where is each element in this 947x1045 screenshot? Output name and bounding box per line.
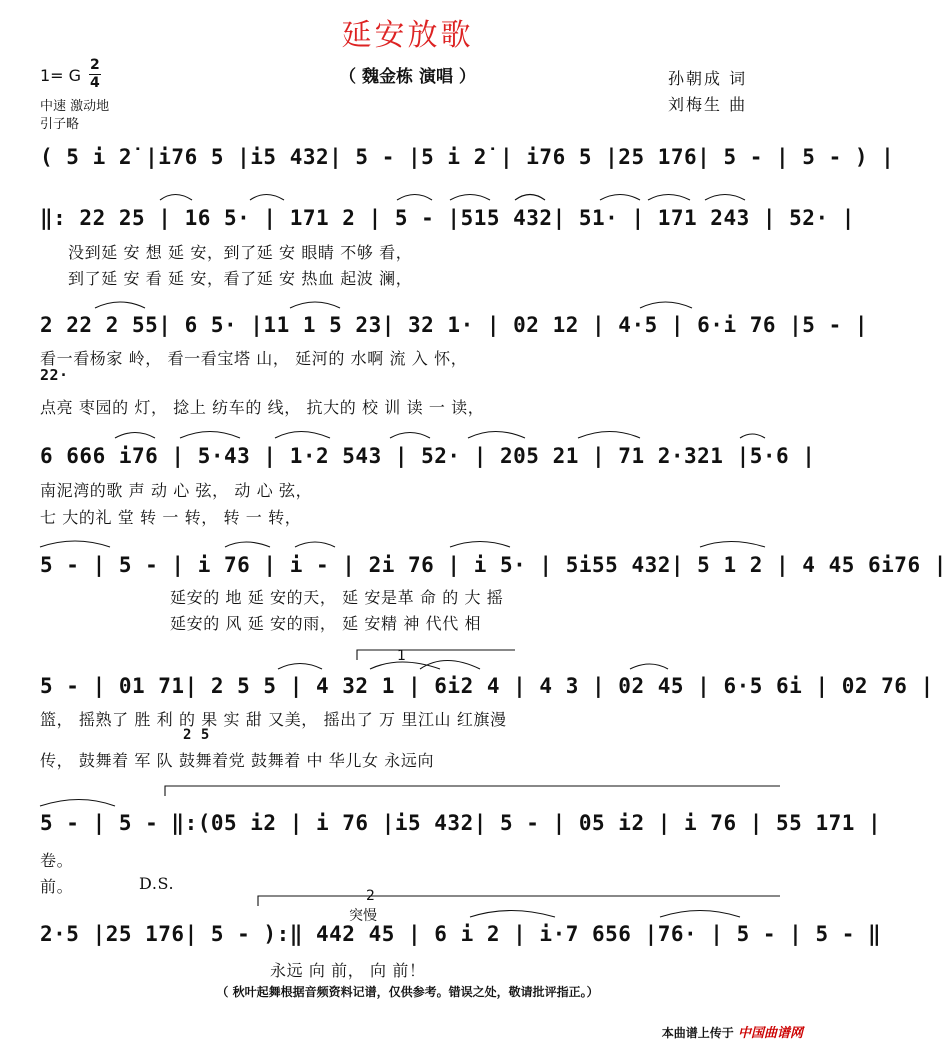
- slur-mark: [295, 542, 335, 547]
- slur-mark: [660, 911, 740, 918]
- slur-mark: [450, 195, 490, 201]
- lyricist-credit: 孙朝成 词: [668, 69, 748, 88]
- score-row-2: ‖: 22 25 | 16 5· | 171 2 | 5 - |515 432| 51· | 171 243 | 52· |: [40, 206, 855, 230]
- singer-credit: （ 魏金栋 演唱 ）: [339, 67, 476, 87]
- slur-mark: [578, 432, 640, 439]
- slur-mark: [648, 195, 690, 201]
- tempo-change: 突慢: [349, 908, 377, 924]
- lyric-row-2-verse-1: 没到延 安 想 延 安，到了延 安 眼睛 不够 看，: [68, 243, 413, 262]
- site-footer: [662, 1022, 803, 1041]
- lyric-row-6-verse-1: 篮， 摇熟了 胜 利 的 果 实 甜 又美， 摇出了 万 里江山 红旗漫: [40, 710, 507, 729]
- slur-mark: [278, 664, 322, 670]
- upload-note: 本曲谱上传于: [661, 1026, 734, 1040]
- score-row-4: 6 666 i76 | 5·43 | 1·2 543 | 52· | 205 21 | 71 2·321 |5·6 |: [40, 444, 816, 468]
- score-row-8: 2·5 |25 176| 5 - ):‖ 442 45 | 6 i 2 | i·7 656 |76· | 5 - | 5 - ‖: [40, 922, 882, 946]
- slur-mark: [397, 195, 432, 201]
- site-logo-text[interactable]: 中国曲谱网: [737, 1026, 803, 1041]
- slur-mark: [600, 195, 640, 201]
- score-row-5: 5 - | 5 - | i 76 | i - | 2i 76 | i 5· | 5i55 432| 5 1 2 | 4 45 6i76 |: [40, 553, 947, 577]
- slur-mark: [40, 800, 115, 807]
- slur-mark: [250, 195, 284, 201]
- slur-mark: [515, 195, 545, 201]
- lyric-row-3-verse-2: 点亮 枣园的 灯， 捻上 纺车的 线， 抗大的 校 训 读 一 读，: [40, 398, 485, 417]
- tempo-marking: 中速 激动地: [40, 99, 110, 114]
- lyric-row-4-verse-2: 七 大的礼 堂 转 一 转， 转 一 转，: [40, 508, 302, 527]
- slur-mark: [225, 542, 270, 547]
- key-signature: 1= G: [40, 66, 82, 85]
- alt-notes: 22·: [40, 366, 69, 384]
- slur-mark: [95, 302, 145, 308]
- lyric-row-5-verse-1: 延安的 地 延 安的天， 延 安是革 命 的 大 摇: [170, 588, 504, 607]
- composer-credit: 刘梅生 曲: [668, 95, 748, 114]
- slur-mark: [160, 195, 192, 201]
- score-row-6: 5 - | 01 71| 2 5 5 | 4 32 1 | 6i2 4 | 4 3 | 02 45 | 6·5 6i | 02 76 |: [40, 674, 934, 698]
- slur-mark: [700, 542, 765, 548]
- slur-mark: [630, 664, 668, 669]
- time-numerator: 2: [90, 57, 100, 73]
- lyric-row-7-verse-2: 前。: [40, 877, 74, 896]
- volta-bracket-1: [357, 650, 515, 660]
- lyric-row-7-verse-1: 卷。: [40, 851, 74, 870]
- slur-mark: [115, 433, 155, 439]
- slur-mark: [40, 541, 110, 547]
- lyric-row-8: 永远 向 前， 向 前！: [270, 961, 426, 980]
- score-row-7: 5 - | 5 - ‖:(05 i2 | i 76 |i5 432| 5 - | 05 i2 | i 76 | 55 171 |: [40, 811, 882, 835]
- slur-mark: [290, 302, 340, 308]
- volta-bracket-2: [258, 896, 780, 906]
- slur-mark: [450, 542, 510, 548]
- song-title: 延安放歌: [341, 18, 474, 53]
- volta-2-label: 2: [366, 888, 375, 904]
- lyric-row-4-verse-1: 南泥湾的歌 声 动 心 弦， 动 心 弦，: [40, 481, 313, 500]
- lyric-row-3-verse-1: 看一看杨家 岭， 看一看宝塔 山， 延河的 水啊 流 入 怀，: [40, 349, 468, 368]
- volta-bracket-start: [165, 786, 780, 796]
- volta-1-label: 1: [397, 648, 406, 664]
- lyric-row-5-verse-2: 延安的 风 延 安的雨， 延 安精 神 代代 相: [170, 614, 482, 633]
- slur-mark: [180, 432, 240, 439]
- slur-mark: [740, 434, 765, 438]
- slur-mark: [275, 432, 330, 439]
- slur-mark: [420, 661, 480, 670]
- score-row-3: 2 22 2 55| 6 5· |11 1 5 23| 32 1· | 02 12 | 4·5 | 6·i 76 |5 - |: [40, 313, 869, 337]
- slur-mark: [370, 662, 440, 669]
- alt-notes-2: 2 5: [183, 727, 210, 743]
- lyric-row-2-verse-2: 到了延 安 看 延 安，看了延 安 热血 起波 澜，: [68, 269, 413, 288]
- lyric-row-6-verse-2: 传， 鼓舞着 军 队 鼓舞着党 鼓舞着 中 华儿女 永远向: [40, 751, 435, 770]
- intro-note: 引子略: [40, 117, 80, 132]
- dal-segno: D.S.: [139, 874, 175, 893]
- footnote: （ 秋叶起舞根据音频资料记谱，仅供参考。错误之处，敬请批评指正。）: [216, 985, 599, 999]
- slur-mark: [468, 432, 525, 439]
- score-row-1: ( 5 i 2̇ |i76 5 |i5 432| 5 - |5 i 2̇ | i76 5 |25 176| 5 - | 5 - ) |: [40, 145, 895, 169]
- slur-mark: [640, 302, 692, 308]
- slur-mark: [705, 195, 745, 201]
- slur-mark: [470, 911, 555, 918]
- time-denominator: 4: [90, 75, 100, 91]
- slur-mark: [390, 433, 430, 439]
